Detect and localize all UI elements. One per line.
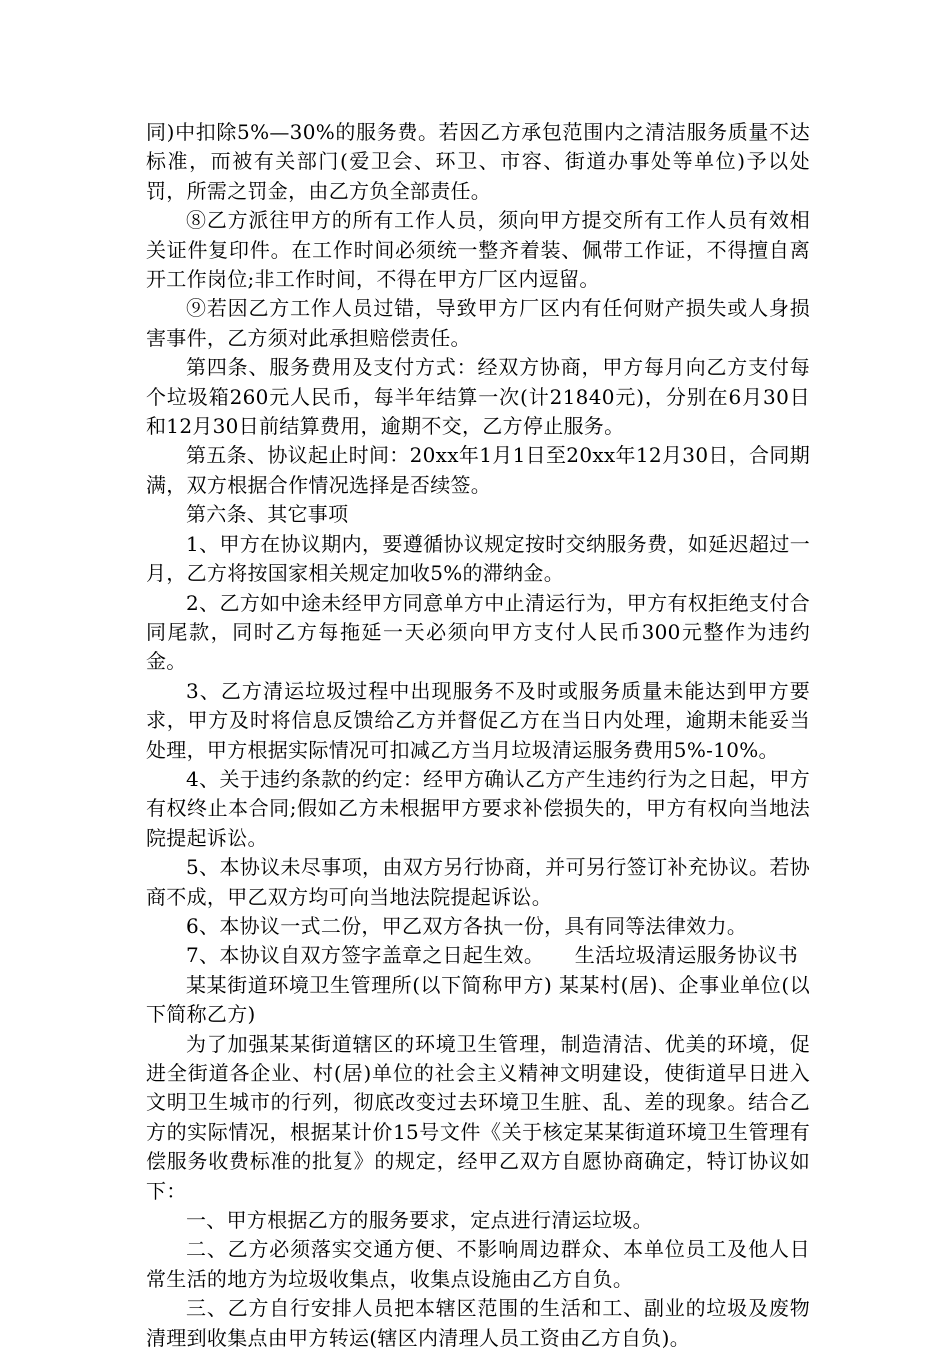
paragraph-article-5-term: 第五条、协议起止时间：20xx年1月1日至20xx年12月30日，合同期满，双方根据合作情况选择是否续签。 xyxy=(146,443,810,497)
paragraph-item-3-quality: 3、乙方清运垃圾过程中出现服务不及时或服务质量未能达到甲方要求，甲方及时将信息反馈给乙方并督促乙方在当日内处理，逾期未能妥当处理，甲方根据实际情况可扣减乙方当月垃圾清运服务费用5%-10%。 xyxy=(146,678,810,762)
paragraph-item-4-breach: 4、关于违约条款的约定：经甲方确认乙方产生违约行为之日起，甲方有权终止本合同;假如乙方未根据甲方要求补偿损失的，甲方有权向当地法院提起诉讼。 xyxy=(146,766,810,850)
paragraph-item-1-late-fee: 1、甲方在协议期内，要遵循协议规定按时交纳服务费，如延迟超过一月，乙方将按国家相关规定加收5%的滞纳金。 xyxy=(146,531,810,586)
paragraph-item-5-supplement: 5、本协议未尽事项，由双方另行协商，并可另行签订补充协议。若协商不成，甲乙双方均可向当地法院提起诉讼。 xyxy=(146,855,810,909)
paragraph-parties: 某某街道环境卫生管理所(以下简称甲方) 某某村(居)、企事业单位(以下简称乙方) xyxy=(146,972,810,1027)
paragraph-clause-2: 二、乙方必须落实交通方便、不影响周边群众、本单位员工及他人日常生活的地方为垃圾收集点，收集点设施由乙方自负。 xyxy=(146,1237,810,1291)
paragraph-staff-liability: ⑨若因乙方工作人员过错，导致甲方厂区内有任何财产损失或人身损害事件，乙方须对此承担赔偿责任。 xyxy=(146,296,810,350)
document-page xyxy=(146,118,810,1353)
paragraph-item-6-copies: 6、本协议一式二份，甲乙双方各执一份，具有同等法律效力。 xyxy=(186,913,748,938)
paragraph-item-2-termination: 2、乙方如中途未经甲方同意单方中止清运行为，甲方有权拒绝支付合同尾款，同时乙方每拖延一天必须向甲方支付人民币300元整作为违约金。 xyxy=(146,590,810,674)
paragraph-clause-3: 三、乙方自行安排人员把本辖区范围的生活和工、副业的垃圾及废物清理到收集点由甲方转运(辖区内清理人员工资由乙方自负)。 xyxy=(146,1296,810,1350)
paragraph-item-7-effective: 7、本协议自双方签字盖章之日起生效。 生活垃圾清运服务协议书 xyxy=(186,943,799,968)
paragraph-preamble: 为了加强某某街道辖区的环境卫生管理，制造清洁、优美的环境，促进全街道各企业、村(居)单位的社会主义精神文明建设，使街道早日进入文明卫生城市的行列，彻底改变过去环境卫生脏、乱、差的现象。结合乙方的实际情况，根据某计价15号文件《关于核定某某街道环境卫生管理有偿服务收费标准的批复》的规定，经甲乙双方自愿协商确定，特订协议如下： xyxy=(146,1031,810,1203)
paragraph-staff-documents: ⑧乙方派往甲方的所有工作人员，须向甲方提交所有工作人员有效相关证件复印件。在工作时间必须统一整齐着装、佩带工作证，不得擅自离开工作岗位;非工作时间，不得在甲方厂区内逗留。 xyxy=(146,208,810,292)
paragraph-article-4-fees: 第四条、服务费用及支付方式：经双方协商，甲方每月向乙方支付每个垃圾箱260元人民币，每半年结算一次(计21840元)，分别在6月30日和12月30日前结算费用，逾期不交，乙方停止服务。 xyxy=(146,355,810,439)
paragraph-clause-1: 一、甲方根据乙方的服务要求，定点进行清运垃圾。 xyxy=(186,1208,653,1233)
paragraph-article-6-heading: 第六条、其它事项 xyxy=(186,502,349,527)
paragraph-service-fee-deduction: 同)中扣除5%—30%的服务费。若因乙方承包范围内之清洁服务质量不达标准，而被有关部门(爱卫会、环卫、市容、街道办事处等单位)予以处罚，所需之罚金，由乙方负全部责任。 xyxy=(146,120,810,203)
